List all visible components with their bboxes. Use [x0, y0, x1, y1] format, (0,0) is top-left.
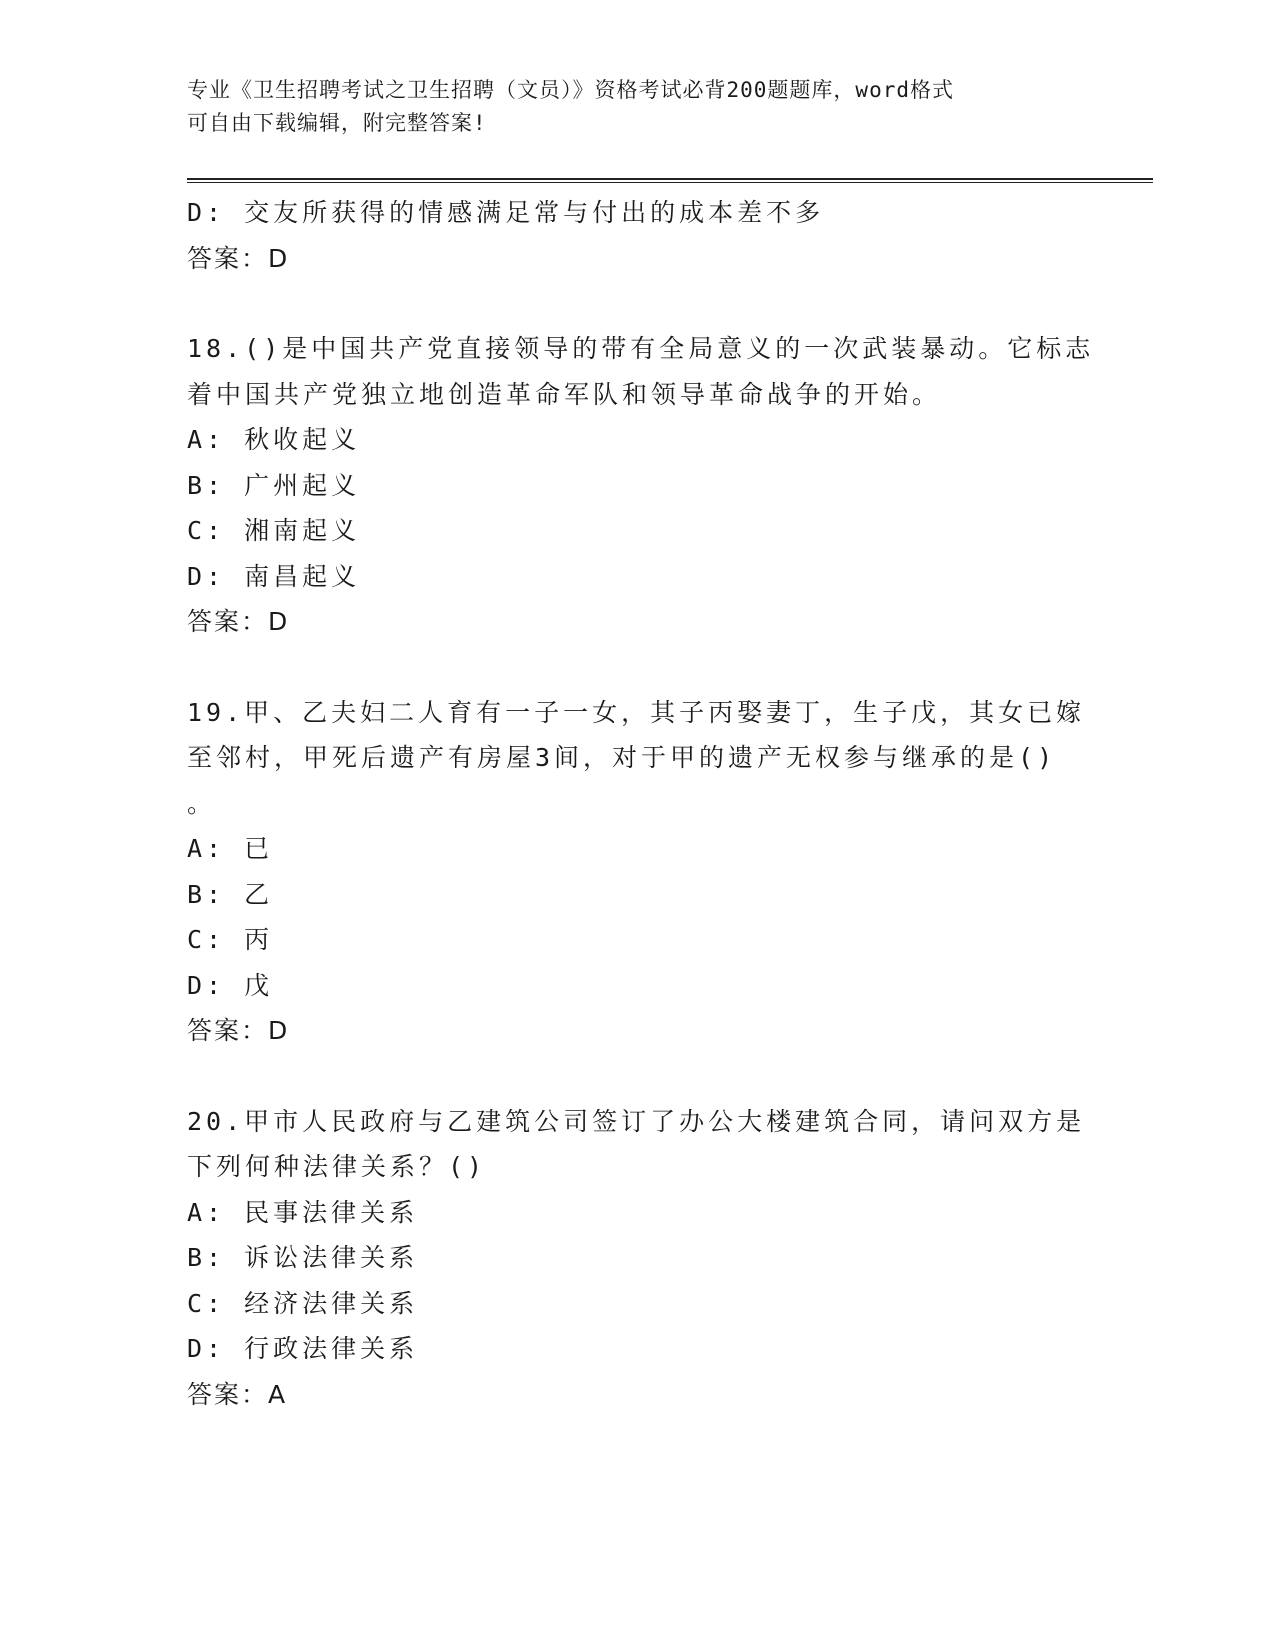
option-d: D: 行政法律关系: [187, 1334, 419, 1363]
option-d: D: 戊: [187, 970, 274, 1000]
spacer: [187, 281, 1087, 326]
option-a: A: 民事法律关系: [187, 1197, 419, 1227]
option-a: A: 已: [187, 834, 274, 863]
option-c: C: 湘南起义: [187, 516, 361, 545]
option-d: D: 交友所获得的情感满足常与付出的成本差不多: [187, 198, 825, 227]
answer: 答案：D: [187, 1016, 290, 1045]
option-c: C: 经济法律关系: [187, 1288, 419, 1318]
question-content: [187, 190, 1095, 1417]
header-line-2: 可自由下载编辑，附完整答案!: [187, 111, 487, 135]
option-d: D: 南昌起义: [187, 561, 361, 591]
question-stem-line-1: 20.甲市人民政府与乙建筑公司签订了办公大楼建筑合同，请问双方是: [187, 1106, 1086, 1136]
header-divider: [187, 178, 1153, 183]
spacer: [187, 645, 1087, 690]
question-stem-line-2: 至邻村，甲死后遗产有房屋3间，对于甲的遗产无权参与继承的是(): [187, 743, 1057, 772]
question-stem-line-1: 19.甲、乙夫妇二人育有一子一女，其子丙娶妻丁，生子戊，其女已嫁: [187, 697, 1086, 727]
spacer: [187, 1054, 1087, 1099]
question-20: [187, 1099, 1087, 1418]
question-17-tail: [187, 190, 1087, 281]
question-stem-line-1: 18.()是中国共产党直接领导的带有全局意义的一次武装暴动。它标志: [187, 334, 1095, 363]
answer: 答案：D: [187, 243, 290, 273]
question-stem-line-3: 。: [187, 788, 217, 818]
option-a: A: 秋收起义: [187, 425, 361, 454]
header-line-1: 专业《卫生招聘考试之卫生招聘（文员）》资格考试必背200题题库，word格式: [187, 78, 954, 102]
question-19: [187, 690, 1087, 1054]
question-stem-line-2: 着中国共产党独立地创造革命军队和领导革命战争的开始。: [187, 379, 942, 409]
option-b: B: 诉讼法律关系: [187, 1243, 419, 1272]
answer: 答案：A: [187, 1379, 288, 1409]
answer: 答案：D: [187, 607, 290, 636]
option-b: B: 乙: [187, 879, 274, 909]
document-header: [187, 74, 1067, 140]
option-c: C: 丙: [187, 925, 274, 954]
question-stem-line-2: 下列何种法律关系？(): [187, 1152, 487, 1181]
option-b: B: 广州起义: [187, 470, 361, 500]
question-18: [187, 326, 1095, 645]
